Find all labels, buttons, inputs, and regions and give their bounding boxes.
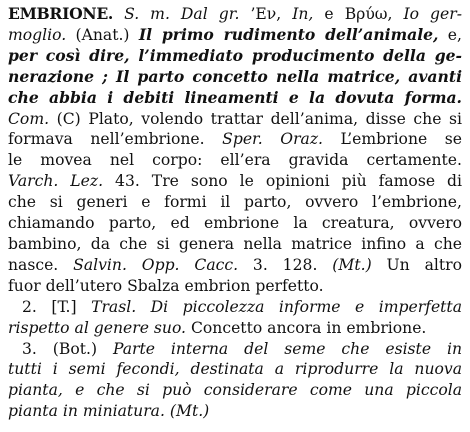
- text-segment: Un altro: [371, 255, 462, 274]
- text-line: [8, 67, 462, 88]
- text-line: [8, 297, 462, 318]
- text-line: [8, 129, 462, 150]
- text-segment: che si generi e formi il parto, ovvero l’embrione,: [8, 193, 462, 212]
- sense-3: [8, 339, 462, 423]
- text-segment: 43. Tre sono le opinioni più famose di: [103, 172, 462, 191]
- text-line: [8, 213, 462, 234]
- text-segment: nerazione ; Il parto concetto nella matrice, avanti: [8, 66, 462, 86]
- text-line: [8, 255, 462, 276]
- text-line: [8, 192, 462, 213]
- text-segment: che abbia i debiti lineamenti e la dovuta forma.: [8, 87, 462, 107]
- text-line: [8, 150, 462, 171]
- text-segment: pianta in miniatura. (Mt.): [8, 402, 210, 421]
- text-line: [8, 234, 462, 255]
- text-segment: e,: [438, 25, 462, 44]
- text-segment: L’embrione se: [323, 130, 462, 149]
- text-segment: (Anat.): [66, 25, 139, 44]
- text-segment: 3. 128.: [238, 255, 333, 274]
- text-segment: In,: [292, 5, 314, 23]
- text-segment: (Mt.): [332, 255, 372, 274]
- text-segment: fuor dell’utero Sbalza embrion perfetto.: [8, 276, 324, 295]
- text-segment: chiamando parto, ed embrione la creatura, ovvero: [8, 214, 462, 233]
- text-segment: tutti i semi fecondi, destinata a riprodurre la nuova: [8, 360, 462, 379]
- text-segment: nasce.: [8, 255, 74, 274]
- text-line: [8, 25, 462, 46]
- text-segment: Il primo rudimento dell’animale,: [138, 24, 439, 44]
- text-segment: le movea nel corpo: ell’era gravida certamente.: [8, 151, 462, 170]
- text-line: [8, 46, 462, 67]
- text-segment: pianta, e che si può considerare come una piccola: [8, 381, 462, 400]
- text-segment: Sper. Oraz.: [222, 130, 323, 149]
- text-segment: 2. [T.]: [22, 297, 92, 316]
- text-line: [8, 109, 462, 130]
- text-segment: S. m. Dal gr.: [113, 5, 251, 23]
- sense-1: [8, 4, 462, 297]
- text-line: [8, 318, 462, 339]
- text-line: [8, 339, 462, 360]
- text-segment: ’Εν,: [250, 5, 293, 23]
- text-segment: Βρύω,: [344, 5, 393, 23]
- text-segment: (C) Plato, volendo trattar dell’anima, disse che si: [49, 109, 462, 128]
- text-line: [8, 4, 462, 25]
- text-segment: Com.: [8, 109, 50, 128]
- text-segment: Parte interna del seme che esiste in: [112, 339, 462, 358]
- text-segment: Concetto ancora in embrione.: [186, 318, 427, 337]
- sense-2: [8, 297, 462, 339]
- text-segment: moglio.: [8, 25, 67, 44]
- text-line: [8, 401, 462, 422]
- text-line: [8, 380, 462, 401]
- text-segment: Trasl. Di piccolezza informe e imperfetta: [91, 297, 462, 316]
- text-line: [8, 359, 462, 380]
- text-line: [8, 171, 462, 192]
- text-line: [8, 276, 462, 297]
- headword: EMBRIONE.: [8, 4, 114, 23]
- text-segment: formava nell’embrione.: [8, 130, 223, 149]
- text-segment: Io ger-: [392, 5, 462, 23]
- text-line: [8, 88, 462, 109]
- text-segment: bambino, da che si genera nella matrice infino a che: [8, 234, 462, 253]
- text-segment: 3. (Bot.): [22, 339, 113, 358]
- text-segment: per così dire, l’immediato producimento della ge-: [8, 45, 462, 65]
- text-segment: Salvin. Opp. Cacc.: [73, 255, 239, 274]
- text-segment: rispetto al genere suo.: [8, 318, 187, 337]
- text-segment: e: [313, 5, 345, 23]
- text-segment: Varch. Lez.: [8, 172, 104, 191]
